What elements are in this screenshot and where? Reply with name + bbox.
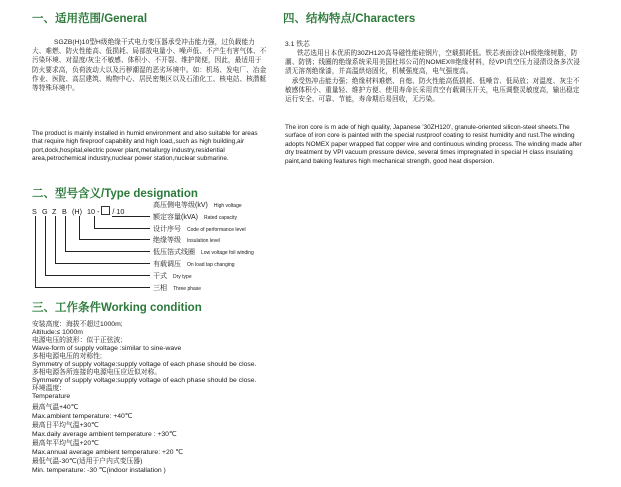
code-letter-b: B [62,207,67,216]
condition-symmetry-cn-2: 多相电源各所连接的电源电压应近似对称。 [32,369,162,376]
condition-annual-temp-cn: 最高年平均气温+20℃ [32,440,99,447]
section-type-designation-title: 二、型号含义/Type designation [32,188,198,200]
legend-rated-capacity: 额定容量(kVA) Rated capacity [153,214,238,221]
condition-daily-temp-en: Max.daily average ambient temperature : +30℃ [32,431,177,438]
code-slash: / [112,207,115,216]
legend-dry-type: 干式 Dry type [153,273,192,280]
tree-line [79,239,150,240]
condition-max-temp-en: Max.ambient temperature: +40℃ [32,413,133,420]
condition-min-temp-en: Min. temperature: -30 ℃(indoor installation ) [32,467,166,474]
characters-body-cn: 铁芯选用日本优质的30ZH120高导磁性能硅钢片，空载损耗低。铁芯表面涂以H级绝缘树脂，防潮、防锈；线圈的绝缘系统采用美国杜邦公司的NOMEX®绝缘材料，经VPI真空压力浸渍设备多次浸渍无溶剂绝缘漆，并高温烘焙固化，机械强度高，电气强度高。 承受热冲击能力强；绝缘材料难燃、自熄、防火性能高低损耗、低噪音、低局放；对温度、灰尘不敏感体积小、重量轻、维护方便、使用寿命长采用真空有载调压开关，电压调整灵敏度高，输出稳定运行安全、可靠、节能，寿命期后易回收，无污染。 [285,50,580,104]
legend-performance-level: 设计序号 Code of performance level [153,226,246,233]
tree-line [45,275,150,276]
condition-altitude-en: Altitude:≤ 1000m [32,329,83,336]
legend-insulation-level: 绝缘等级 Insulation level [153,237,221,244]
condition-temperature-en: Temperature [32,393,71,400]
iron-core-subtitle: 3.1 铁芯 [285,41,310,48]
legend-high-voltage: 高压侧电等级(kV) High voltage [153,202,242,209]
legend-tap-changing: 有载调压 On load tap changing [153,261,235,268]
tree-line [35,216,36,287]
tree-line [94,228,150,229]
code-letter-g: G [42,207,48,216]
code-series: 10 [87,207,95,216]
condition-altitude-cn: 安装高度：海拔不超过1000m; [32,321,123,328]
tree-line [45,216,46,275]
tree-line [112,216,150,217]
code-letter-z: Z [52,207,57,216]
code-voltage: 10 [116,207,125,216]
legend-three-phase: 三相 Three phase [153,285,202,292]
condition-symmetry-en-2: Symmetry of supply voltage:supply voltage of each phase should be close. [32,377,257,384]
model-code [32,206,124,216]
tree-line [55,263,150,264]
general-body-cn: SGZB(H)10型H级绝缘干式电力变压器承受冲击能力强，过负载能力大、难燃、防火性能高、低损耗、局部放电量小、噪声低、不产生有害气体、不污染环境、对湿度/灰尘不敏感、体积小、不开裂、维护简便，因此，最适用于防火要求高，负荷波动大以及污秽潮湿的恶劣环境中。如：机场、发电厂、冶金作业、医院、高层建筑、购物中心、居民密集区以及石油化工、核电站、核潜艇等特殊环境中。 [32,39,267,93]
condition-temperature-cn: 环境温度： [32,385,66,392]
characters-body-en: The iron core is m ade of high quality, Japanese '30ZH120', granule-oriented silicon-steel sheets.The surface of iron core is painted with the special rustproof coating to resist humidity and rust.The winding adopts NOMEX paper wrapped flat copper wire and continuous winding process. The winding made after dry treatment by VPI vacuum pressure device, several times impregnated in special H class insulating paint,and baking features high mechanical strength, good heat dispersion. [285,124,582,165]
condition-annual-temp-en: Max.annual average ambient temperature: +20 ℃ [32,449,184,456]
section-general-title: 一、适用范围/General [32,13,148,25]
code-dash: - [97,207,100,216]
code-letter-s: S [32,207,37,216]
tree-line [94,216,95,228]
condition-daily-temp-cn: 最高日平均气温+30℃ [32,422,99,429]
section-characters-title: 四、结构特点/Characters [283,13,416,25]
section-working-condition-title: 三、工作条件Working condition [32,302,202,314]
legend-foil-winding: 低压箔式线圈 Low voltage foil winding [153,249,254,256]
tree-line [65,216,66,251]
code-capacity-box [101,206,110,215]
general-body-en: The product is mainly installed in humid environment and also suitable for areas that require high fireproof capability and high load,,such as high building,air port,dock,hospital,electric power plant,metallurgy industry,residential area,petrochemical industry,nuclear power station,nuclear submarine. [32,130,258,163]
condition-max-temp-cn: 最高气温+40℃ [32,404,79,411]
code-letter-h: (H) [72,207,82,216]
condition-waveform-en: Wave-form of supply voltage :similar to sine-wave [32,345,182,352]
tree-line [35,287,150,288]
condition-symmetry-cn: 多相电源电压的对称性; [32,353,102,360]
condition-symmetry-en: Symmetry of supply voltage:supply voltage of each phase should be close. [32,361,257,368]
condition-waveform-cn: 电源电压的波形：似于正弦波; [32,337,123,344]
condition-min-temp-cn: 最低气温-30℃(适用于户内式变压器) [32,458,143,465]
tree-line [79,216,80,239]
tree-line [55,216,56,263]
tree-line [65,251,150,252]
